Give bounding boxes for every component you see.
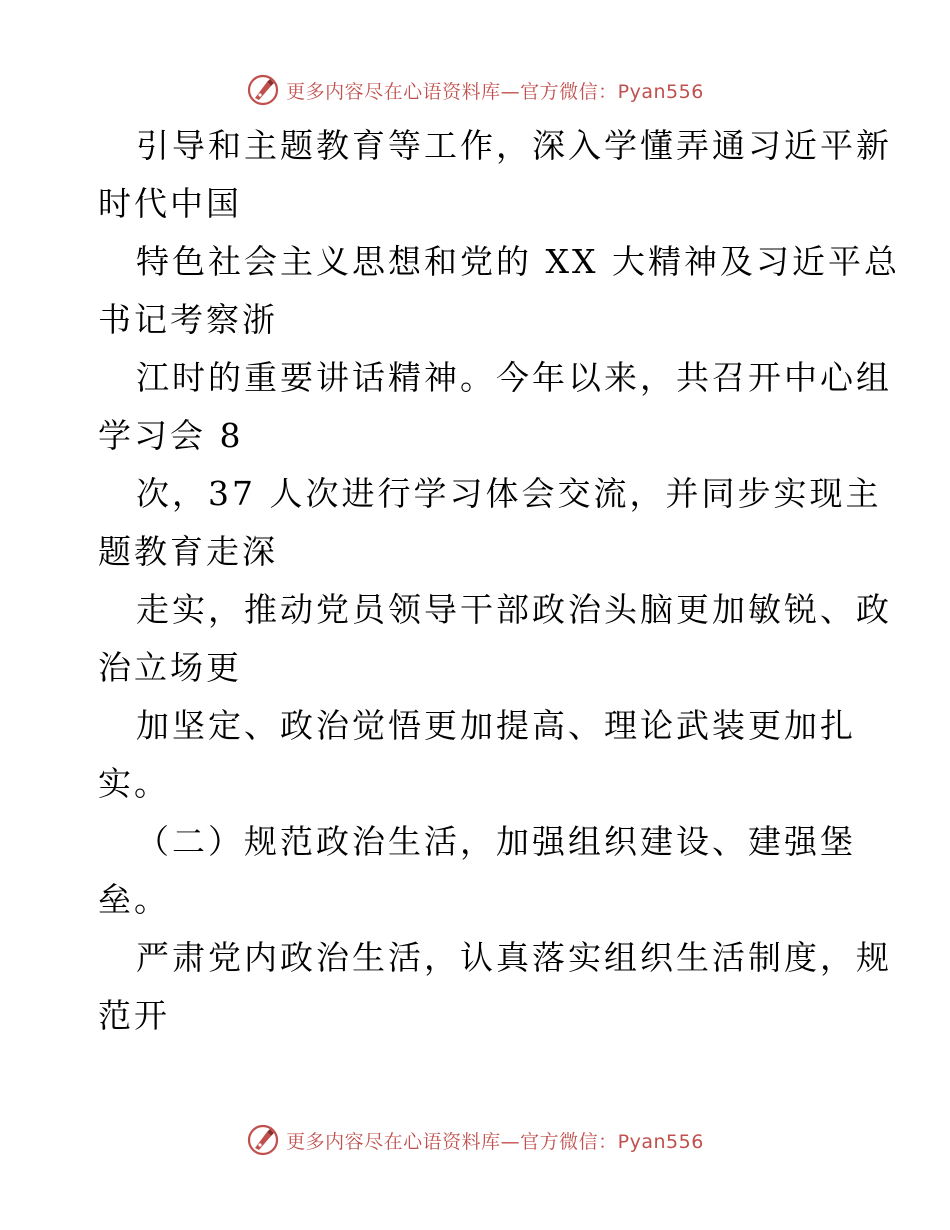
text-line: 书记考察浙 (98, 300, 278, 339)
text-line: 实。 (98, 764, 170, 803)
text-line: 走实，推动党员领导干部政治头脑更加敏锐、政 (136, 590, 892, 629)
header-banner-text: 更多内容尽在心语资料库—官方微信：Pyan556 (286, 80, 704, 103)
pen-nib-icon (246, 73, 280, 107)
pen-nib-icon (246, 1123, 280, 1157)
text-line: 垒。 (98, 880, 170, 919)
text-line: 时代中国 (98, 184, 242, 223)
footer-banner (0, 1120, 950, 1160)
header-banner (0, 70, 950, 110)
text-line: 次，37 人次进行学习体会交流，并同步实现主 (136, 474, 882, 513)
text-line: 题教育走深 (98, 532, 278, 571)
text-line: 范开 (98, 996, 170, 1035)
text-line: 特色社会主义思想和党的 XX 大精神及习近平总 (136, 242, 900, 281)
text-line: 严肃党内政治生活，认真落实组织生活制度，规 (136, 938, 892, 977)
text-line: 治立场更 (98, 648, 242, 687)
footer-banner-text: 更多内容尽在心语资料库—官方微信：Pyan556 (286, 1130, 704, 1153)
document-body (98, 117, 900, 1045)
text-line: 加坚定、政治觉悟更加提高、理论武装更加扎 (136, 706, 856, 745)
text-line: 江时的重要讲话精神。今年以来，共召开中心组 (136, 358, 892, 397)
section-heading: （二）规范政治生活，加强组织建设、建强堡 (136, 822, 856, 861)
text-line: 学习会 8 (98, 416, 244, 455)
text-line: 引导和主题教育等工作，深入学懂弄通习近平新 (136, 126, 892, 165)
